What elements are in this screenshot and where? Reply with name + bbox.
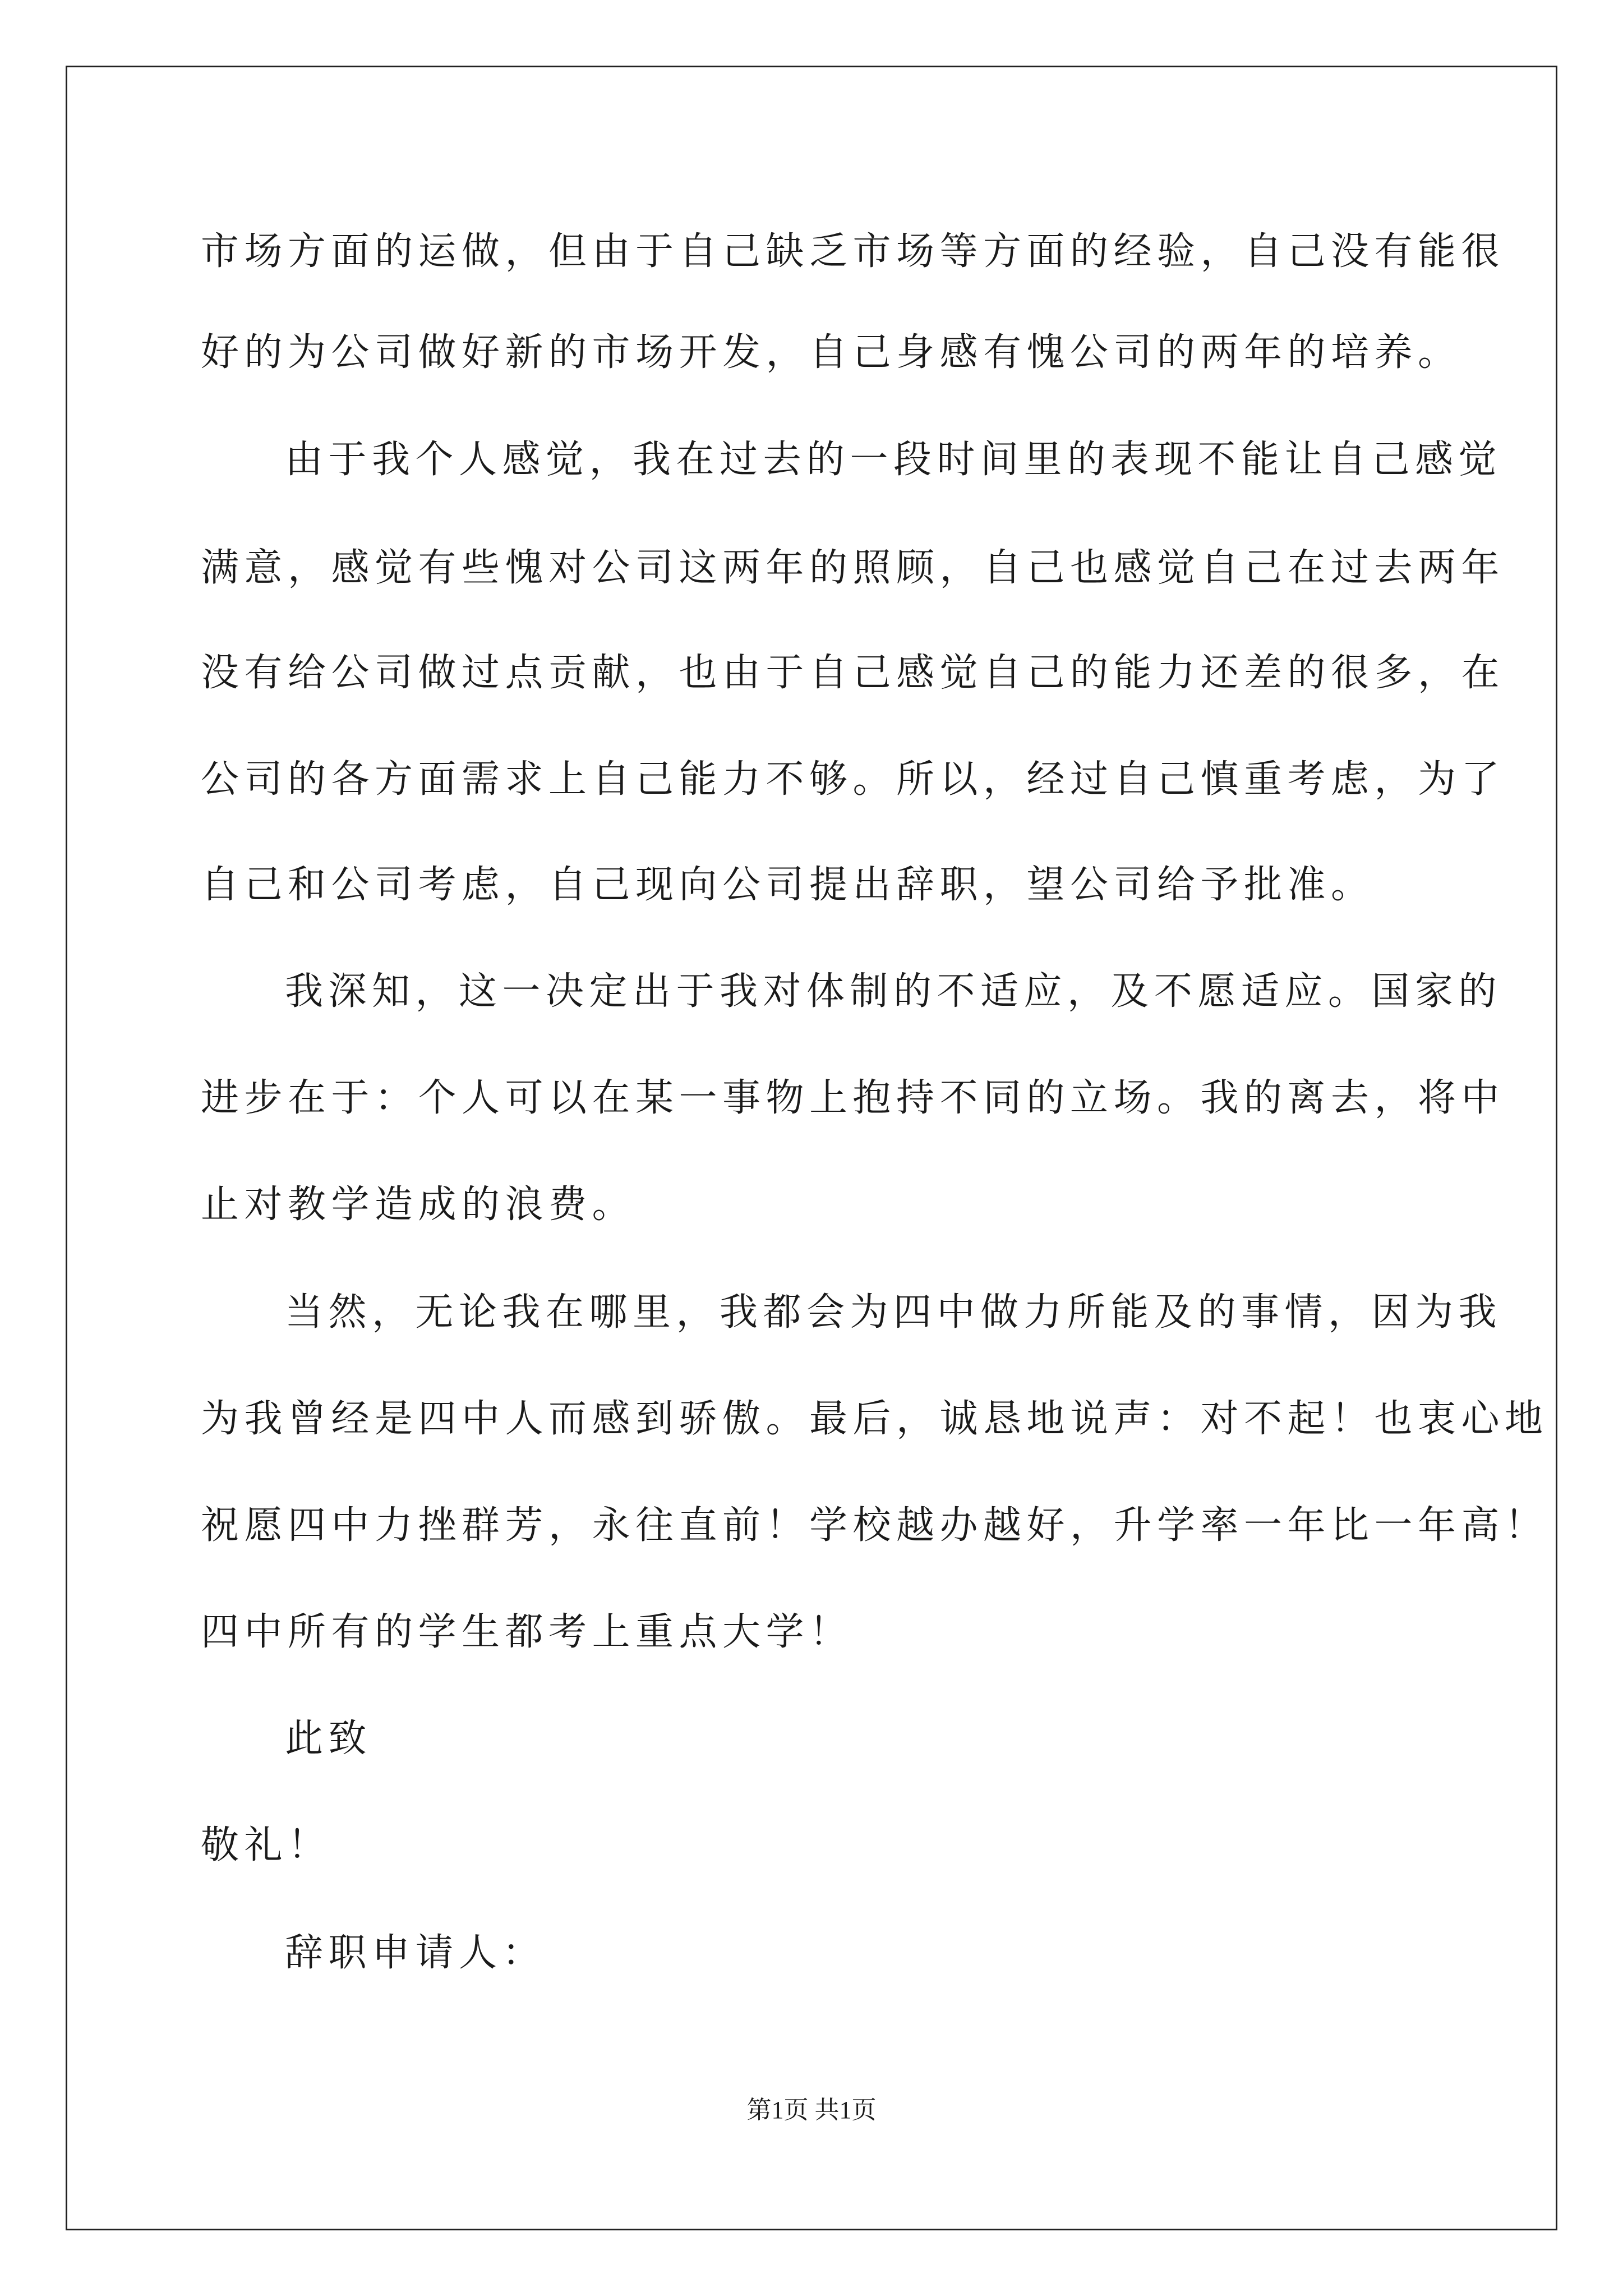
- text-line: 止对教学造成的浪费。: [201, 1182, 636, 1227]
- text-line: 公司的各方面需求上自己能力不够。所以，经过自己慎重考虑，为了: [201, 757, 1505, 802]
- text-line: 祝愿四中力挫群芳，永往直前！学校越办越好，升学率一年比一年高！: [201, 1503, 1548, 1548]
- text-line: 我深知，这一决定出于我对体制的不适应，及不愿适应。国家的: [285, 969, 1502, 1014]
- text-line: 四中所有的学生都考上重点大学！: [201, 1610, 853, 1654]
- text-line: 由于我个人感觉，我在过去的一段时间里的表现不能让自己感觉: [285, 438, 1502, 482]
- text-line: 自己和公司考虑，自己现向公司提出辞职，望公司给予批准。: [201, 863, 1375, 907]
- closing-regards: 敬礼！: [201, 1823, 331, 1867]
- text-line: 当然，无论我在哪里，我都会为四中做力所能及的事情，因为我: [285, 1290, 1502, 1335]
- page-number: 第1页 共1页: [746, 2096, 877, 2124]
- text-line: 满意，感觉有些愧对公司这两年的照顾，自己也感觉自己在过去两年: [201, 546, 1505, 590]
- text-line: 好的为公司做好新的市场开发，自己身感有愧公司的两年的培养。: [201, 330, 1461, 375]
- text-line: 市场方面的运做，但由于自己缺乏市场等方面的经验，自己没有能很: [201, 229, 1505, 274]
- text-line: 为我曾经是四中人而感到骄傲。最后，诚恳地说声：对不起！也衷心地: [201, 1397, 1548, 1441]
- text-line: 进步在于：个人可以在某一事物上抱持不同的立场。我的离去，将中: [201, 1076, 1505, 1120]
- closing-salutation: 此致: [285, 1717, 372, 1761]
- text-line: 没有给公司做过点贡献，也由于自己感觉自己的能力还差的很多，在: [201, 651, 1505, 695]
- page-border: [66, 66, 1557, 2230]
- signature-line: 辞职申请人：: [285, 1931, 546, 1975]
